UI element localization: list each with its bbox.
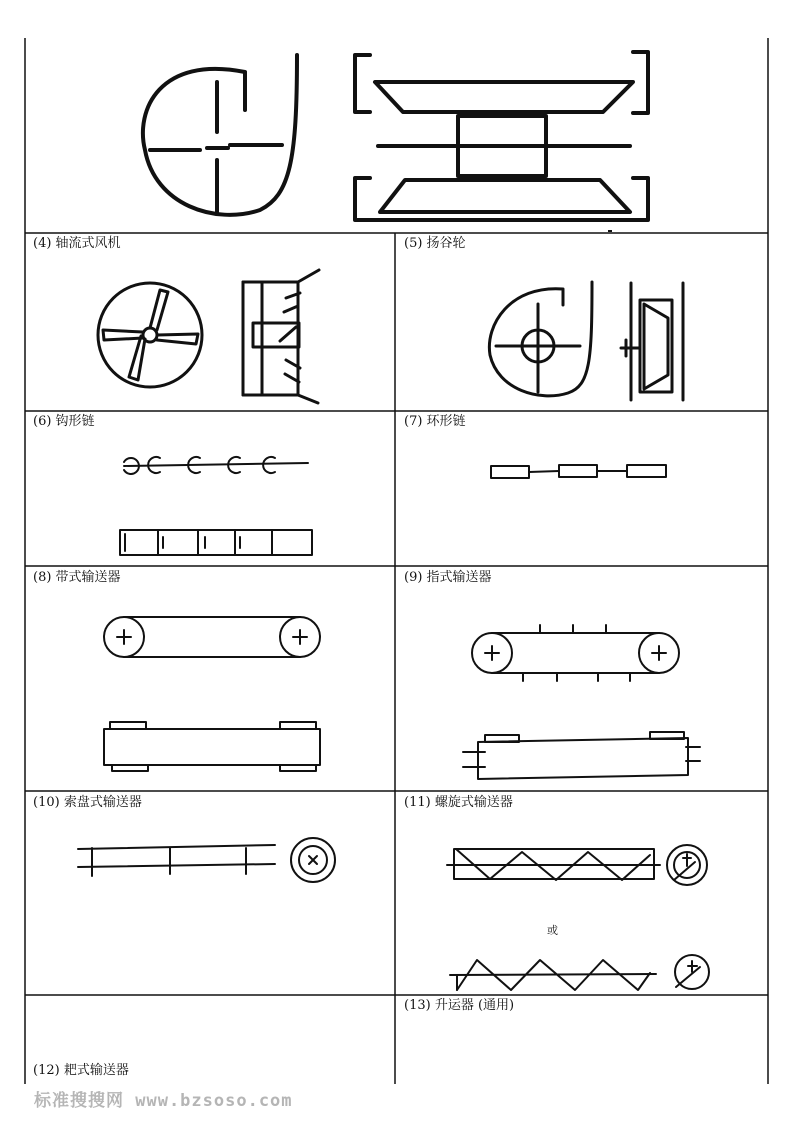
cable-disk-conveyor-symbol <box>78 838 335 882</box>
cell-label-elevator: (13) 升运器 (通用) <box>404 998 515 1013</box>
or-text: 或 <box>547 924 558 937</box>
ring-chain-symbol <box>491 465 666 478</box>
watermark: 标准搜搜网 www.bzsoso.com <box>34 1091 293 1111</box>
axial-fan-symbol <box>98 270 319 403</box>
winnowing-wheel-front-symbol <box>355 52 648 220</box>
finger-conveyor-symbol <box>463 625 700 779</box>
cell-label-rake-conveyor: (12) 耙式输送器 <box>33 1063 129 1078</box>
hook-chain-symbol <box>120 457 312 555</box>
table-grid <box>25 38 768 1084</box>
cell-label-winnowing-wheel: (5) 扬谷轮 <box>404 236 466 251</box>
cell-label-axial-fan: (4) 轴流式风机 <box>33 236 121 251</box>
cell-label-hook-chain: (6) 钩形链 <box>33 414 95 429</box>
cell-label-ring-chain: (7) 环形链 <box>404 414 466 429</box>
winnowing-wheel-symbol <box>489 282 683 400</box>
screw-conveyor-symbol <box>447 845 709 990</box>
cell-label-screw-conveyor: (11) 螺旋式输送器 <box>404 795 513 810</box>
cell-label-cable-disk-conveyor: (10) 索盘式输送器 <box>33 795 142 810</box>
cell-label-finger-conveyor: (9) 指式输送器 <box>404 570 492 585</box>
cell-label-belt-conveyor: (8) 带式输送器 <box>33 570 121 585</box>
belt-conveyor-symbol <box>104 617 320 771</box>
centrifugal-fan-symbol <box>143 55 297 215</box>
